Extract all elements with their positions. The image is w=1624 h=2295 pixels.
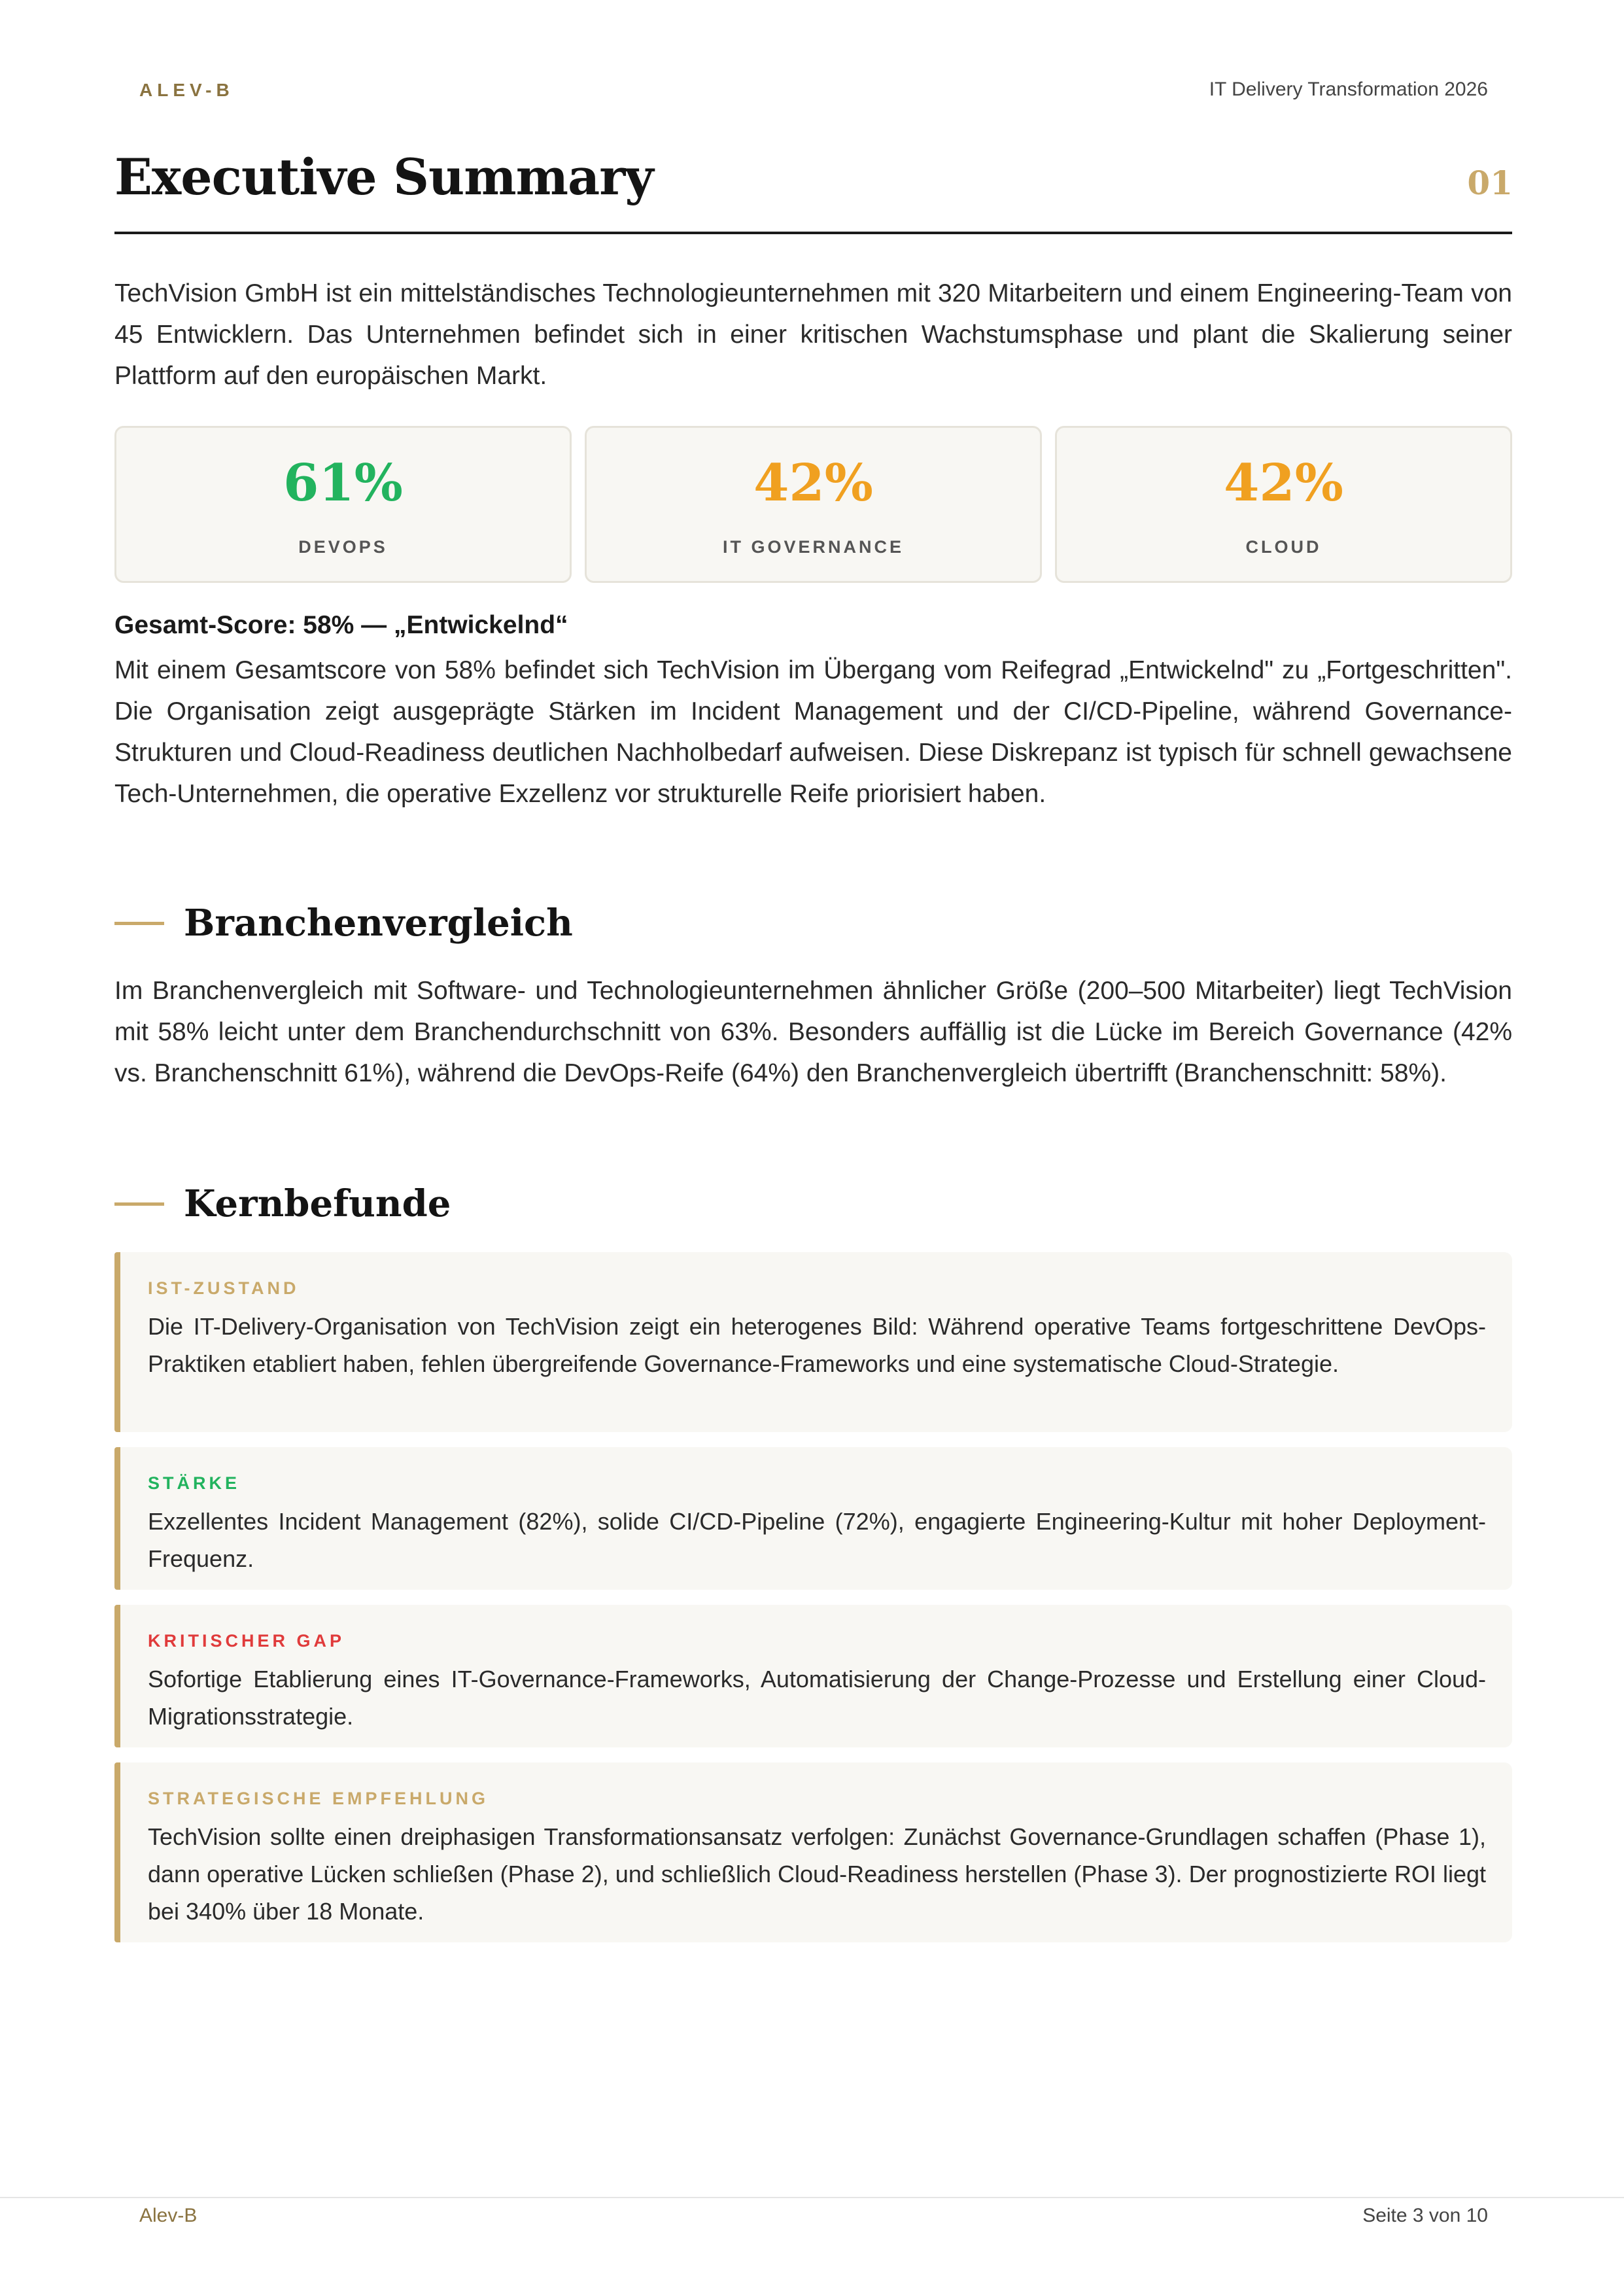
- section-heading-kernbefunde: [114, 1181, 451, 1227]
- footer-brand: Alev-B: [139, 2205, 198, 2226]
- page-title: Executive Summary: [114, 148, 653, 206]
- callout-text: Exzellentes Incident Management (82%), solide CI/CD-Pipeline (72%), engagierte Engineering-Kultur mit hoher Deployment-Frequenz.: [148, 1508, 1486, 1572]
- callout-text: Sofortige Etablierung eines IT-Governance-Frameworks, Automatisierung der Change-Prozesse und Erstellung einer Cloud-Migrationsstrategie.: [148, 1666, 1486, 1730]
- kpi-cards: [114, 426, 1512, 583]
- kpi-label: IT GOVERNANCE: [722, 537, 905, 557]
- header-document-title: IT Delivery Transformation 2026: [1209, 79, 1488, 100]
- footer-divider: [0, 2197, 1624, 2198]
- overall-score-heading: Gesamt-Score: 58% — „Entwickelnd“: [114, 611, 568, 639]
- footer-page-number: Seite 3 von 10: [1362, 2205, 1488, 2226]
- kpi-label: CLOUD: [1245, 537, 1322, 557]
- kpi-value: 42%: [1224, 453, 1343, 513]
- finding-callout-ist-zustand: [114, 1252, 1512, 1432]
- callout-text: TechVision sollte einen dreiphasigen Transformationsansatz verfolgen: Zunächst Governance-Grundlagen schaffen (Phase 1), dann operative Lücken schließen (Phase 2), und schließlich Cloud-Readiness herstellen (Phase 3). Der prognostizierte ROI liegt bei 340% über 18 Monate.: [148, 1823, 1486, 1925]
- kpi-card-it-governance: [585, 426, 1042, 583]
- section-title: Branchenvergleich: [184, 902, 573, 945]
- callout-label: IST-ZUSTAND: [148, 1278, 300, 1298]
- callout-label: KRITISCHER GAP: [148, 1631, 345, 1651]
- finding-callout-staerke: [114, 1447, 1512, 1590]
- title-divider: [114, 232, 1512, 234]
- section-accent-line: [114, 1202, 164, 1206]
- header-brand: ALEV-B: [139, 80, 234, 100]
- section-number: 01: [1467, 164, 1513, 202]
- section-title: Kernbefunde: [184, 1182, 451, 1225]
- kpi-value: 42%: [753, 453, 873, 513]
- callout-label: STÄRKE: [148, 1473, 241, 1493]
- branchenvergleich-paragraph: Im Branchenvergleich mit Software- und Technologieunternehmen ähnlicher Größe (200–500 Mitarbeiter) liegt TechVision mit 58% leicht unter dem Branchendurchschnitt von 63%. Besonders auffällig ist die Lücke im Bereich Governance (42% vs. Branchenschnitt 61%), während die DevOps-Reife (64%) den Branchenvergleich übertrifft (Branchenschnitt: 58%).: [114, 977, 1512, 1087]
- finding-callout-kritischer-gap: [114, 1605, 1512, 1747]
- section-heading-branchenvergleich: [114, 900, 573, 946]
- finding-callout-strategische-empfehlung: [114, 1762, 1512, 1942]
- kpi-value: 61%: [283, 453, 403, 513]
- kpi-label: DEVOPS: [298, 537, 388, 557]
- callout-text: Die IT-Delivery-Organisation von TechVision zeigt ein heterogenes Bild: Während operative Teams fortgeschrittene DevOps-Praktiken etabliert haben, fehlen übergreifende Governance-Frameworks und eine systematische Cloud-Strategie.: [148, 1313, 1486, 1377]
- intro-paragraph: TechVision GmbH ist ein mittelständisches Technologieunternehmen mit 320 Mitarbeitern und einem Engineering-Team von 45 Entwicklern. Das Unternehmen befindet sich in einer kritischen Wachstumsphase und plant die Skalierung seiner Plattform auf den europäischen Markt.: [114, 279, 1512, 390]
- kpi-card-devops: [114, 426, 572, 583]
- overall-score-paragraph: Mit einem Gesamtscore von 58% befindet sich TechVision im Übergang vom Reifegrad „Entwickelnd" zu „Fortgeschritten". Die Organisation zeigt ausgeprägte Stärken im Incident Management und der CI/CD-Pipeline, während Governance-Strukturen und Cloud-Readiness deutlichen Nachholbedarf aufweisen. Diese Diskrepanz ist typisch für schnell gewachsene Tech-Unternehmen, die operative Exzellenz vor strukturelle Reife priorisiert haben.: [114, 656, 1512, 808]
- section-accent-line: [114, 922, 164, 925]
- callout-label: STRATEGISCHE EMPFEHLUNG: [148, 1789, 489, 1808]
- kpi-card-cloud: [1055, 426, 1512, 583]
